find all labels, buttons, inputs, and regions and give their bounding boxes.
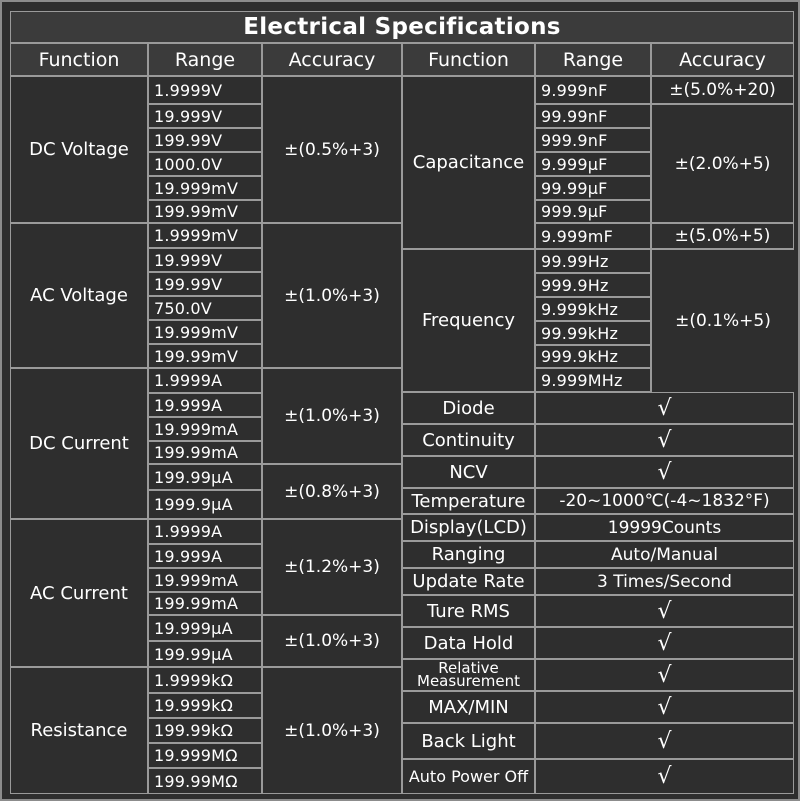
feature-label-ncv: NCV xyxy=(402,456,535,488)
checkmark-icon: √ xyxy=(535,723,794,759)
accuracy-cell: ±(1.0%+3) xyxy=(262,615,402,667)
range-cell: 199.99mV xyxy=(148,344,262,368)
range-cell: 1.9999A xyxy=(148,519,262,544)
range-cell: 19.999V xyxy=(148,104,262,128)
range-cell: 19.999A xyxy=(148,544,262,568)
range-cell: 9.999mF xyxy=(535,223,651,249)
header-accuracy-left: Accuracy xyxy=(262,43,402,76)
range-cell: 9.999MHz xyxy=(535,368,651,392)
range-cell: 9.999nF xyxy=(535,76,651,104)
range-cell: 999.9kHz xyxy=(535,345,651,368)
feature-label-true-rms: Ture RMS xyxy=(402,595,535,627)
function-resistance: Resistance xyxy=(10,667,148,794)
feature-label-temperature: Temperature xyxy=(402,488,535,514)
feature-label-display: Display(LCD) xyxy=(402,514,535,541)
header-range-left: Range xyxy=(148,43,262,76)
checkmark-icon: √ xyxy=(535,627,794,659)
range-cell: 999.9µF xyxy=(535,200,651,223)
range-cell: 199.99V xyxy=(148,128,262,152)
range-cell: 99.99kHz xyxy=(535,321,651,345)
range-cell: 199.99kΩ xyxy=(148,718,262,743)
accuracy-cell: ±(1.0%+3) xyxy=(262,368,402,464)
range-cell: 199.99µA xyxy=(148,641,262,667)
feature-label-line: Measurement xyxy=(417,672,520,690)
range-cell: 999.9Hz xyxy=(535,273,651,297)
feature-label-max-min: MAX/MIN xyxy=(402,691,535,723)
feature-value-display: 19999Counts xyxy=(535,514,794,541)
feature-label-diode: Diode xyxy=(402,392,535,424)
table-title: Electrical Specifications xyxy=(10,11,794,43)
range-cell: 9.999µF xyxy=(535,152,651,176)
accuracy-cell: ±(5.0%+20) xyxy=(651,76,794,104)
range-cell: 199.99mV xyxy=(148,200,262,223)
feature-label-relative-measurement xyxy=(402,659,535,691)
range-cell: 1.9999mV xyxy=(148,223,262,248)
feature-label-data-hold: Data Hold xyxy=(402,627,535,659)
accuracy-cell: ±(0.1%+5) xyxy=(651,249,794,392)
range-cell: 199.99mA xyxy=(148,441,262,464)
accuracy-cell: ±(1.2%+3) xyxy=(262,519,402,615)
range-cell: 750.0V xyxy=(148,296,262,320)
range-cell: 199.99µA xyxy=(148,464,262,490)
feature-label-continuity: Continuity xyxy=(402,424,535,456)
range-cell: 199.99V xyxy=(148,272,262,296)
feature-label-line: Relative xyxy=(438,659,499,677)
feature-value-ranging: Auto/Manual xyxy=(535,541,794,568)
function-ac-voltage: AC Voltage xyxy=(10,223,148,368)
range-cell: 19.999mA xyxy=(148,417,262,441)
checkmark-icon: √ xyxy=(535,392,794,424)
accuracy-cell: ±(1.0%+3) xyxy=(262,667,402,794)
feature-label-back-light: Back Light xyxy=(402,723,535,759)
range-cell: 19.999A xyxy=(148,393,262,417)
range-cell: 19.999mV xyxy=(148,176,262,200)
range-cell: 19.999V xyxy=(148,248,262,272)
feature-label-update-rate: Update Rate xyxy=(402,568,535,595)
range-cell: 999.9nF xyxy=(535,128,651,152)
function-frequency: Frequency xyxy=(402,249,535,392)
feature-label-ranging: Ranging xyxy=(402,541,535,568)
range-cell: 99.99nF xyxy=(535,104,651,128)
header-function-right: Function xyxy=(402,43,535,76)
range-cell: 1.9999kΩ xyxy=(148,667,262,693)
checkmark-icon: √ xyxy=(535,595,794,627)
feature-value-update-rate: 3 Times/Second xyxy=(535,568,794,595)
accuracy-cell: ±(1.0%+3) xyxy=(262,223,402,368)
accuracy-cell: ±(0.5%+3) xyxy=(262,76,402,223)
feature-label-auto-power-off: Auto Power Off xyxy=(402,759,535,794)
checkmark-icon: √ xyxy=(535,691,794,723)
function-capacitance: Capacitance xyxy=(402,76,535,249)
range-cell: 1999.9µA xyxy=(148,490,262,519)
accuracy-cell: ±(0.8%+3) xyxy=(262,464,402,519)
range-cell: 19.999µA xyxy=(148,615,262,641)
function-ac-current: AC Current xyxy=(10,519,148,667)
range-cell: 1.9999V xyxy=(148,76,262,104)
range-cell: 9.999kHz xyxy=(535,297,651,321)
checkmark-icon: √ xyxy=(535,759,794,794)
function-dc-current: DC Current xyxy=(10,368,148,519)
range-cell: 99.99µF xyxy=(535,176,651,200)
range-cell: 99.99Hz xyxy=(535,249,651,273)
header-accuracy-right: Accuracy xyxy=(651,43,794,76)
checkmark-icon: √ xyxy=(535,456,794,488)
range-cell: 199.99MΩ xyxy=(148,768,262,794)
range-cell: 1000.0V xyxy=(148,152,262,176)
range-cell: 199.99mA xyxy=(148,592,262,615)
accuracy-cell: ±(2.0%+5) xyxy=(651,104,794,223)
checkmark-icon: √ xyxy=(535,424,794,456)
range-cell: 19.999mV xyxy=(148,320,262,344)
range-cell: 19.999MΩ xyxy=(148,743,262,768)
checkmark-icon: √ xyxy=(535,659,794,691)
feature-value-temperature: -20~1000℃(-4~1832°F) xyxy=(535,488,794,514)
range-cell: 19.999kΩ xyxy=(148,693,262,718)
function-dc-voltage: DC Voltage xyxy=(10,76,148,223)
range-cell: 19.999mA xyxy=(148,568,262,592)
header-range-right: Range xyxy=(535,43,651,76)
range-cell: 1.9999A xyxy=(148,368,262,393)
header-function-left: Function xyxy=(10,43,148,76)
accuracy-cell: ±(5.0%+5) xyxy=(651,223,794,249)
